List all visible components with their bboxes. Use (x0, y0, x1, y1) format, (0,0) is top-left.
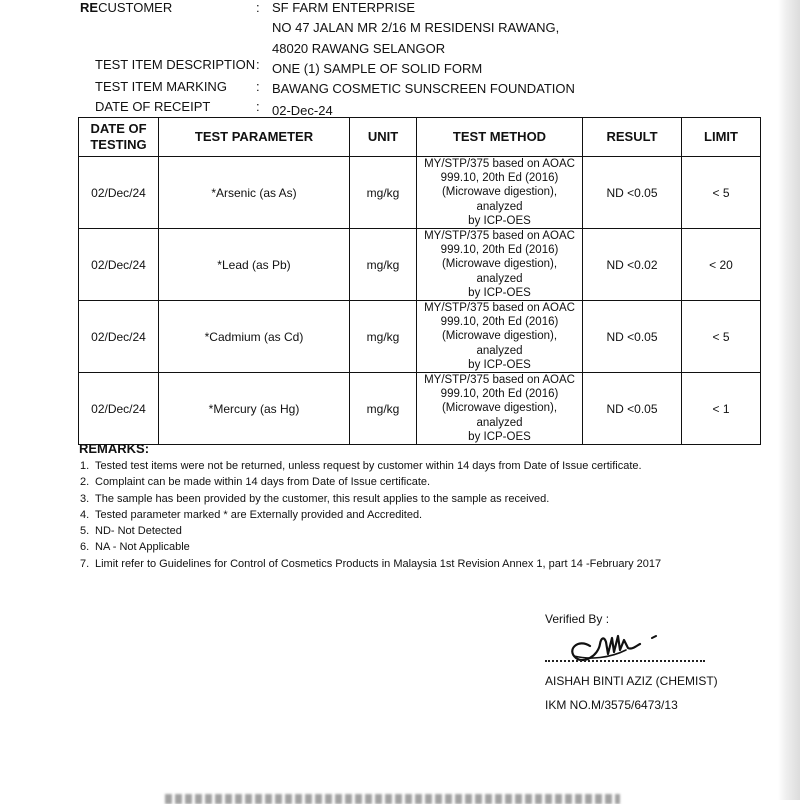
list-item: 2. Complaint can be made within 14 days from Date of Issue certificate. (80, 476, 431, 489)
cell-unit: mg/kg (350, 301, 417, 373)
cell-date: 02/Dec/24 (79, 157, 159, 229)
receipt-value: 02-Dec-24 (272, 103, 333, 118)
cell-date: 02/Dec/24 (79, 229, 159, 301)
cell-unit: mg/kg (350, 373, 417, 445)
marking-label: TEST ITEM MARKING (95, 79, 227, 94)
signer-name: AISHAH BINTI AZIZ (CHEMIST) (545, 674, 718, 688)
cell-result: ND <0.05 (583, 157, 682, 229)
table-row (79, 373, 761, 445)
colon: : (256, 57, 260, 72)
description-value: ONE (1) SAMPLE OF SOLID FORM (272, 61, 483, 76)
description-label: TEST ITEM DESCRIPTION (95, 57, 256, 72)
receipt-label: DATE OF RECEIPT (95, 99, 211, 114)
table-row (79, 157, 761, 229)
customer-address-line1: NO 47 JALAN MR 2/16 M RESIDENSI RAWANG, (272, 20, 560, 35)
header-limit: LIMIT (682, 118, 761, 157)
cell-unit: mg/kg (350, 229, 417, 301)
list-item: 1. Tested test items were not be returned, unless request by customer within 14 days from Date of Issue certificate. (80, 460, 642, 472)
colon: : (256, 79, 260, 94)
cell-parameter: *Lead (as Pb) (159, 229, 350, 301)
header-parameter: TEST PARAMETER (159, 118, 350, 157)
cell-result: ND <0.02 (583, 229, 682, 301)
results-table (78, 117, 761, 445)
cell-parameter: *Arsenic (as As) (159, 157, 350, 229)
customer-label: RECUSTOMER (80, 0, 173, 15)
verified-by-label: Verified By : (545, 612, 610, 626)
header-method: TEST METHOD (417, 118, 583, 157)
ikm-number: IKM NO.M/3575/6473/13 (545, 698, 678, 712)
colon: : (256, 0, 260, 15)
header-date: DATE OF TESTING (79, 118, 159, 157)
table-row (79, 229, 761, 301)
header-result: RESULT (583, 118, 682, 157)
table-header-row (79, 118, 761, 157)
cell-parameter: *Mercury (as Hg) (159, 373, 350, 445)
marking-value: BAWANG COSMETIC SUNSCREEN FOUNDATION (272, 81, 575, 96)
cell-date: 02/Dec/24 (79, 301, 159, 373)
cell-unit: mg/kg (350, 157, 417, 229)
customer-name: SF FARM ENTERPRISE (272, 0, 416, 15)
remarks-title: REMARKS: (79, 441, 150, 456)
cell-method: MY/STP/375 based on AOAC 999.10, 20th Ed (2016) (Microwave digestion), analyzed by ICP-OES (417, 373, 583, 445)
list-item: 4. Tested parameter marked * are Externally provided and Accredited. (80, 508, 423, 521)
list-item: 5. ND- Not Detected (80, 525, 182, 538)
list-item: 7. Limit refer to Guidelines for Control of Cosmetics Products in Malaysia 1st Revision Annex 1, part 14 -February 2017 (80, 557, 662, 570)
list-item: 3. The sample has been provided by the customer, this result applies to the sample as received. (80, 492, 550, 505)
cell-limit: < 5 (682, 301, 761, 373)
customer-address-line2: 48020 RAWANG SELANGOR (272, 41, 446, 56)
colon: : (256, 99, 260, 114)
list-item: 6. NA - Not Applicable (80, 541, 190, 554)
cell-method: MY/STP/375 based on AOAC 999.10, 20th Ed (2016) (Microwave digestion), analyzed by ICP-OES (417, 157, 583, 229)
table-row (79, 301, 761, 373)
cell-limit: < 1 (682, 373, 761, 445)
remarks-list (80, 458, 760, 572)
cell-parameter: *Cadmium (as Cd) (159, 301, 350, 373)
cell-result: ND <0.05 (583, 301, 682, 373)
signature-line (545, 660, 705, 662)
cell-date: 02/Dec/24 (79, 373, 159, 445)
header-unit: UNIT (350, 118, 417, 157)
cell-limit: < 5 (682, 157, 761, 229)
cell-method: MY/STP/375 based on AOAC 999.10, 20th Ed (2016) (Microwave digestion), analyzed by ICP-OES (417, 301, 583, 373)
cell-result: ND <0.05 (583, 373, 682, 445)
cell-limit: < 20 (682, 229, 761, 301)
page-edge-shadow (778, 0, 800, 800)
cell-method: MY/STP/375 based on AOAC 999.10, 20th Ed (2016) (Microwave digestion), analyzed by ICP-OES (417, 229, 583, 301)
footer-text-cropped (165, 794, 620, 804)
